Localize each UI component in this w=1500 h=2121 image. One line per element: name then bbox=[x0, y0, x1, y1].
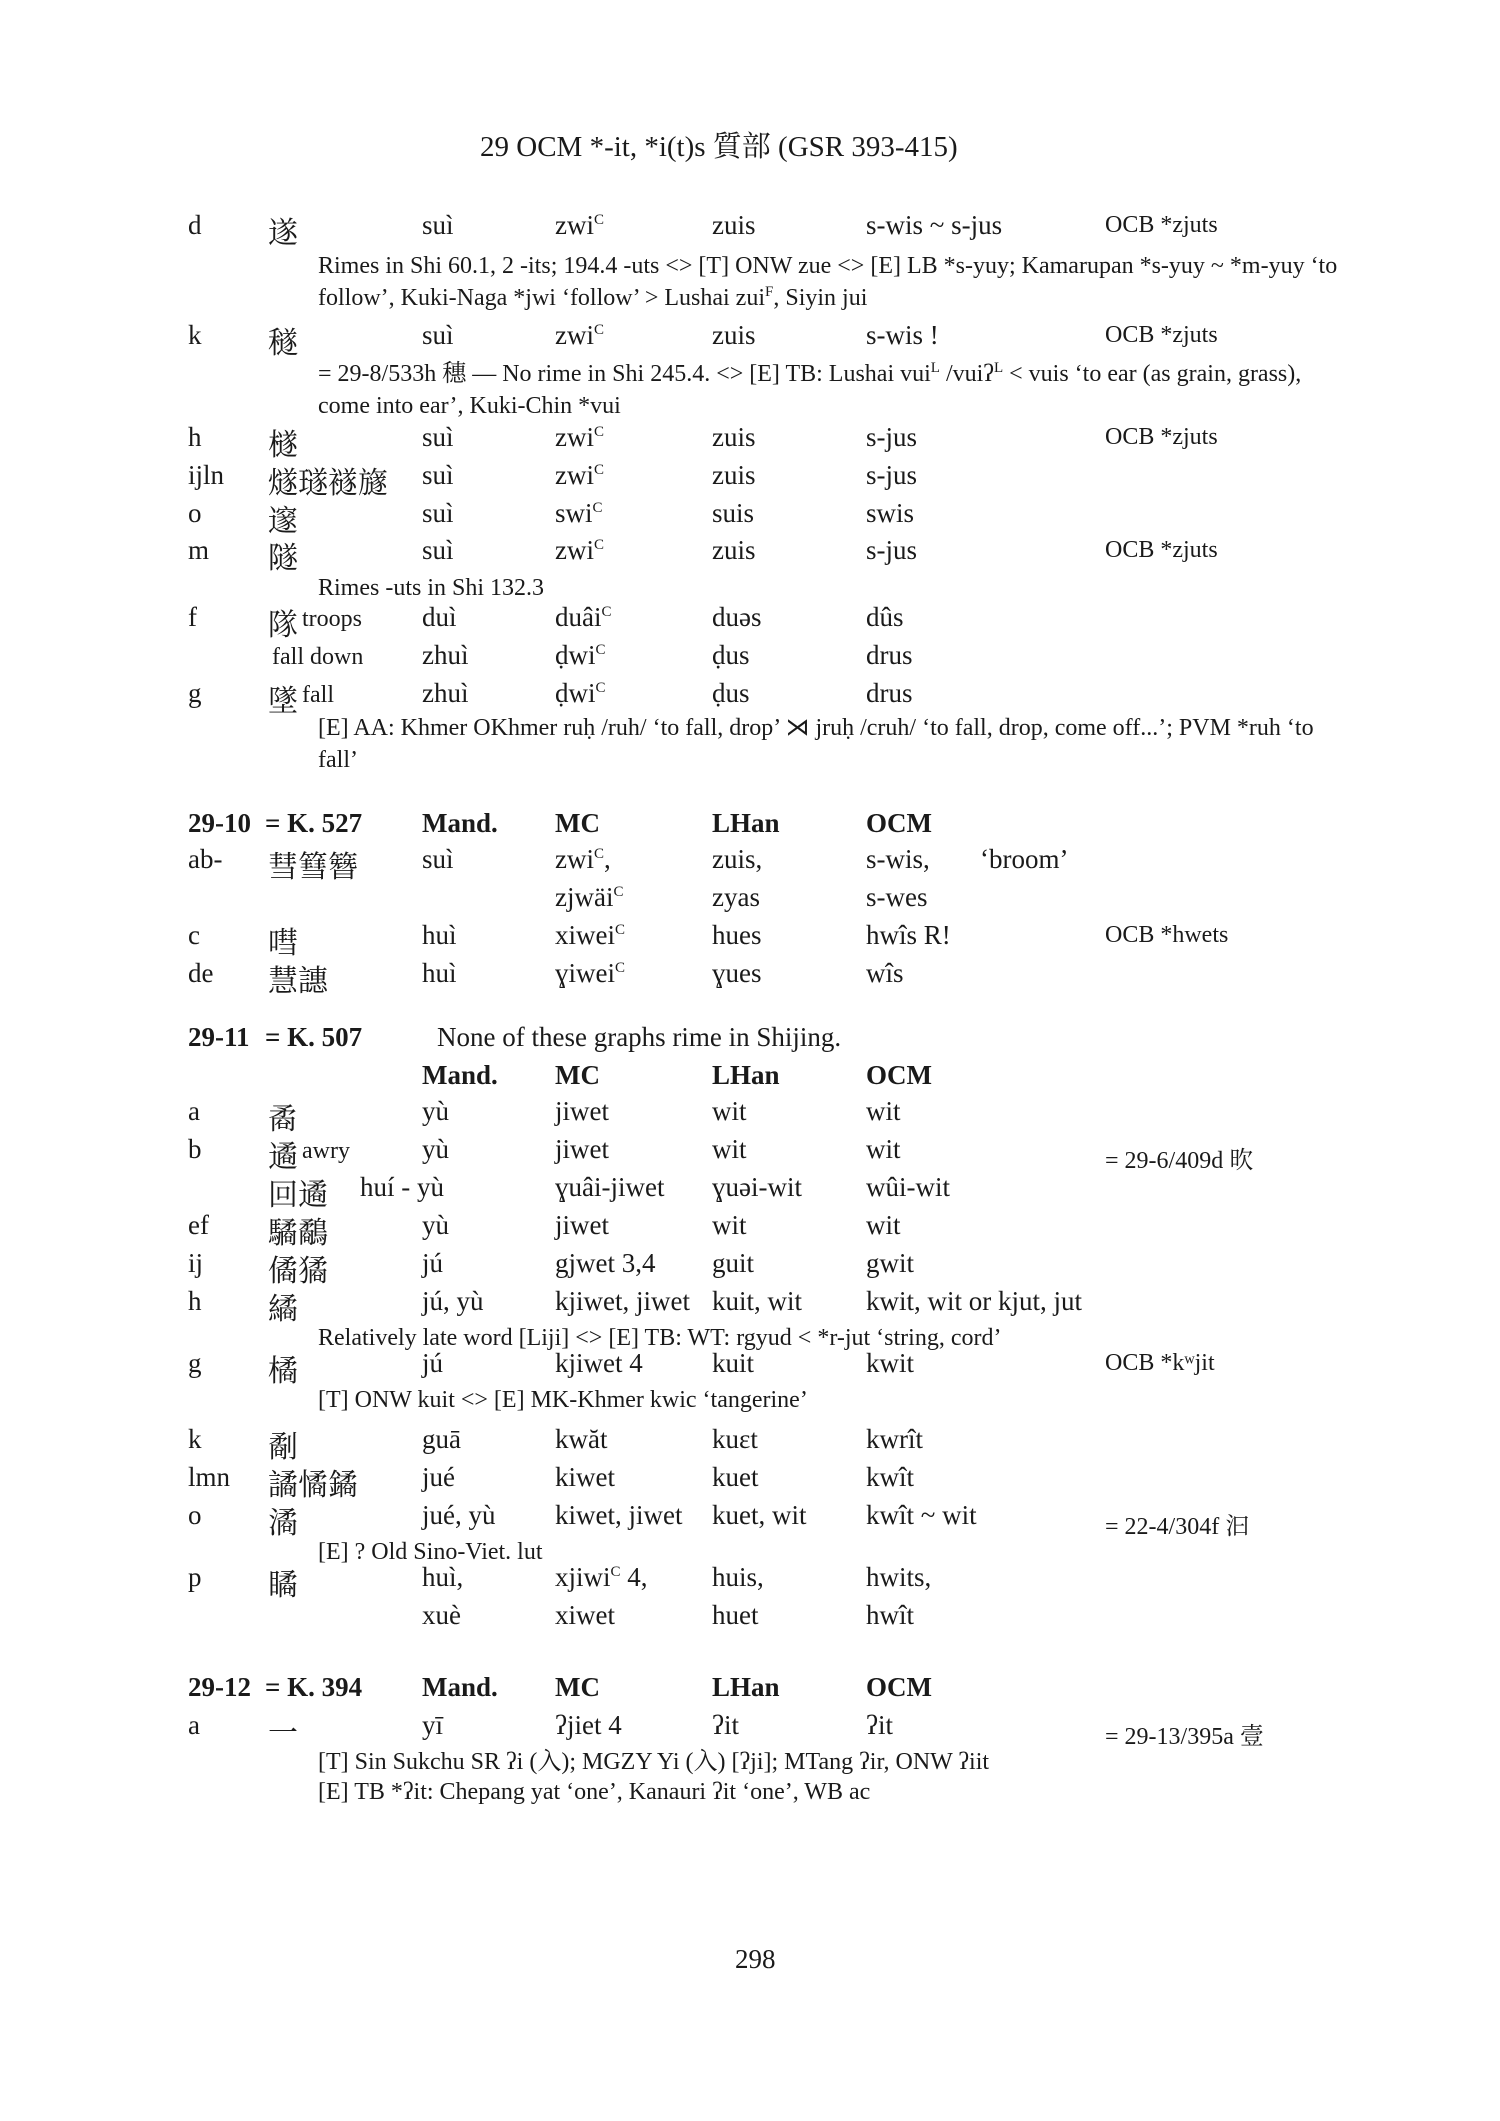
entry-graph: 橘 bbox=[268, 1354, 298, 1389]
entry-ocm: s-wis ~ s-jus bbox=[866, 210, 1003, 240]
entry-mc: jiwet bbox=[555, 1096, 609, 1126]
entry-graph: 僪獝 bbox=[268, 1254, 328, 1289]
entry-graph: 遹 bbox=[268, 1140, 298, 1175]
entry-ocm: s-wis ! bbox=[866, 320, 939, 350]
entry-extra: OCB *zjuts bbox=[1105, 537, 1218, 563]
entry-note: = 29-8/533h 穗 — No rime in Shi 245.4. <> [E] TB: Lushai vui$^L$ /vuiʔ$^L$ < vuis ‘to ear (as grain, grass), come into ear’, Kuki-Chin *vui bbox=[318, 360, 1302, 419]
entry-letter: o bbox=[188, 498, 202, 528]
entry-ocm: wit bbox=[866, 1210, 901, 1240]
entry-mandarin: yù bbox=[422, 1210, 449, 1240]
page-number: 298 bbox=[735, 1944, 776, 1974]
entry-note: [E] AA: Khmer OKhmer ruḥ /ruh/ ‘to fall, drop’ ⋊ jruḥ /cruh/ ‘to fall, drop, come off...’; PVM *ruh ‘to fall’ bbox=[318, 715, 1314, 773]
entry-letter: a bbox=[188, 1096, 200, 1126]
entry-lhan: duəs bbox=[712, 602, 762, 632]
entry-letter: ab- bbox=[188, 844, 223, 874]
entry-extra: = 22-4/304f 汩 bbox=[1105, 1514, 1250, 1540]
column-header: MC bbox=[555, 808, 600, 838]
entry-gloss: troops bbox=[302, 606, 362, 632]
entry-letter: f bbox=[188, 602, 197, 632]
entry-mandarin: xuè bbox=[422, 1600, 461, 1630]
entry-extra: OCB *hwets bbox=[1105, 922, 1229, 948]
entry-mc: xjiwi$^C$ 4, bbox=[555, 1562, 648, 1592]
entry-lhan: kuet, wit bbox=[712, 1500, 807, 1530]
entry-graph: 彗篲簪 bbox=[268, 850, 358, 885]
entry-lhan: huis, bbox=[712, 1562, 764, 1592]
entry-mandarin: suì bbox=[422, 320, 454, 350]
entry-lhan: zuis bbox=[712, 535, 756, 565]
entry-mc: zwi$^C$ bbox=[555, 422, 604, 452]
column-header: LHan bbox=[712, 1060, 780, 1090]
entry-letter: ij bbox=[188, 1248, 204, 1278]
entry-letter: p bbox=[188, 1562, 202, 1592]
entry-extra: = 29-6/409d 欥 bbox=[1105, 1148, 1254, 1174]
entry-graph: 驈鷸 bbox=[268, 1216, 328, 1251]
column-header: OCM bbox=[866, 1060, 932, 1090]
entry-ocm: s-jus bbox=[866, 460, 918, 490]
entry-mandarin: zhuì bbox=[422, 678, 469, 708]
entry-graph: 檖 bbox=[268, 428, 298, 463]
entry-ocm: kwrît bbox=[866, 1424, 923, 1454]
entry-graph: 劀 bbox=[268, 1430, 298, 1465]
section-id: 29-10 bbox=[188, 808, 251, 838]
entry-lhan: zuis bbox=[712, 210, 756, 240]
entry-letter: h bbox=[188, 422, 202, 452]
entry-graph: 隊 bbox=[268, 608, 298, 643]
entry-note: Relatively late word [Liji] <> [E] TB: WT: rgyud < *r-jut ‘string, cord’ bbox=[318, 1325, 1002, 1351]
entry-lhan: zuis bbox=[712, 460, 756, 490]
entry-lhan: wit bbox=[712, 1096, 747, 1126]
entry-ocm: drus bbox=[866, 678, 913, 708]
running-header: 29 OCM *-it, *i(t)s 質部 (GSR 393-415) bbox=[480, 131, 958, 163]
entry-lhan: ɣuəi-wit bbox=[712, 1172, 802, 1202]
entry-ocm: hwît bbox=[866, 1600, 915, 1630]
entry-mc: zwi$^C$ bbox=[555, 320, 604, 350]
entry-mandarin: suì bbox=[422, 460, 454, 490]
entry-lhan: ɣues bbox=[712, 958, 762, 988]
entry-ocm: wit bbox=[866, 1134, 901, 1164]
entry-mc: zwi$^C$ bbox=[555, 535, 604, 565]
entry-mc: kiwet bbox=[555, 1462, 615, 1492]
entry-letter: m bbox=[188, 535, 210, 565]
entry-lhan: wit bbox=[712, 1134, 747, 1164]
entry-extra: OCB *kʷjit bbox=[1105, 1350, 1215, 1376]
entry-gloss: fall bbox=[302, 682, 334, 708]
entry-graph: 遂 bbox=[268, 216, 298, 251]
entry-mc: zjwäi$^C$ bbox=[555, 882, 624, 912]
entry-lhan: wit bbox=[712, 1210, 747, 1240]
entry-note: Rimes -uts in Shi 132.3 bbox=[318, 575, 545, 601]
entry-letter: lmn bbox=[188, 1462, 231, 1492]
section-note: None of these graphs rime in Shijing. bbox=[437, 1022, 842, 1052]
column-header: MC bbox=[555, 1672, 600, 1702]
entry-mandarin: zhuì bbox=[422, 640, 469, 670]
column-header: Mand. bbox=[422, 1060, 498, 1090]
entry-mc: ɣiwei$^C$ bbox=[555, 958, 626, 988]
column-header: OCM bbox=[866, 808, 932, 838]
entry-mandarin: huì, bbox=[422, 1562, 464, 1592]
entry-lhan: huet bbox=[712, 1600, 759, 1630]
column-header: OCM bbox=[866, 1672, 932, 1702]
entry-mandarin: suì bbox=[422, 210, 454, 240]
section-id: 29-11 bbox=[188, 1022, 250, 1052]
entry-lhan: zuis bbox=[712, 320, 756, 350]
entry-lhan: zuis bbox=[712, 422, 756, 452]
entry-mc: ḍwi$^C$ bbox=[555, 678, 606, 708]
entry-letter: h bbox=[188, 1286, 202, 1316]
column-header: Mand. bbox=[422, 1672, 498, 1702]
entry-graph: 矞 bbox=[268, 1102, 298, 1137]
column-header: Mand. bbox=[422, 808, 498, 838]
entry-graph: 邃 bbox=[268, 504, 298, 539]
entry-mc: gjwet 3,4 bbox=[555, 1248, 656, 1278]
entry-ocm: kwît ~ wit bbox=[866, 1500, 977, 1530]
section-ref: = K. 527 bbox=[265, 808, 363, 838]
entry-mandarin: jú bbox=[422, 1248, 444, 1278]
entry-letter: k bbox=[188, 320, 202, 350]
entry-graph: 潏 bbox=[268, 1506, 298, 1541]
entry-mandarin: yī bbox=[422, 1710, 444, 1740]
entry-ocm: ʔit bbox=[866, 1710, 893, 1740]
entry-mandarin: jú bbox=[422, 1348, 444, 1378]
entry-extra: ‘broom’ bbox=[980, 844, 1069, 874]
section-ref: = K. 394 bbox=[265, 1672, 363, 1702]
entry-ocm: hwits, bbox=[866, 1562, 932, 1592]
entry-letter: c bbox=[188, 920, 200, 950]
entry-graph: 隧 bbox=[268, 541, 298, 576]
entry-letter: ef bbox=[188, 1210, 209, 1240]
entry-lhan: hues bbox=[712, 920, 762, 950]
entry-ocm: kwit, wit or kjut, jut bbox=[866, 1286, 1082, 1316]
entry-mc: jiwet bbox=[555, 1134, 609, 1164]
entry-mc: swi$^C$ bbox=[555, 498, 603, 528]
entry-ocm: dûs bbox=[866, 602, 904, 632]
entry-mc: jiwet bbox=[555, 1210, 609, 1240]
entry-mc: xiwei$^C$ bbox=[555, 920, 626, 950]
entry-extra: OCB *zjuts bbox=[1105, 424, 1218, 450]
entry-mc: duâi$^C$ bbox=[555, 602, 612, 632]
entry-ocm: gwit bbox=[866, 1248, 915, 1278]
entry-note: [E] TB *ʔit: Chepang yat ‘one’, Kanauri ʔit ‘one’, WB ac bbox=[318, 1779, 871, 1805]
entry-mandarin: duì bbox=[422, 602, 457, 632]
entry-extra: = 29-13/395a 壹 bbox=[1105, 1724, 1264, 1750]
entry-graph: 繘 bbox=[268, 1292, 298, 1327]
entry-note: [T] Sin Sukchu SR ʔi (入); MGZY Yi (入) [ʔji]; MTang ʔir, ONW ʔiit bbox=[318, 1749, 990, 1775]
entry-note: [E] ? Old Sino-Viet. lut bbox=[318, 1539, 543, 1565]
entry-letter: ijln bbox=[188, 460, 225, 490]
entry-mc: kiwet, jiwet bbox=[555, 1500, 683, 1530]
entry-lhan: ḍus bbox=[712, 678, 750, 708]
entry-lhan: ʔit bbox=[712, 1710, 739, 1740]
entry-letter: de bbox=[188, 958, 214, 988]
entry-graph: 穟 bbox=[268, 326, 298, 361]
entry-mandarin: suì bbox=[422, 422, 454, 452]
entry-mandarin: suì bbox=[422, 498, 454, 528]
entry-ocm: swis bbox=[866, 498, 915, 528]
entry-graph: 墜 bbox=[268, 684, 298, 719]
entry-mandarin: suì bbox=[422, 535, 454, 565]
entry-ocm: hwîs R! bbox=[866, 920, 951, 950]
entry-extra: OCB *zjuts bbox=[1105, 322, 1218, 348]
entry-gloss: awry bbox=[302, 1138, 350, 1164]
entry-graph: 瞲 bbox=[268, 1568, 298, 1603]
entry-lhan: ḍus bbox=[712, 640, 750, 670]
entry-lhan: guit bbox=[712, 1248, 755, 1278]
entry-ocm: kwit bbox=[866, 1348, 915, 1378]
entry-graph: 譎憰鐍 bbox=[268, 1468, 358, 1503]
entry-mc: kjiwet, jiwet bbox=[555, 1286, 690, 1316]
entry-mandarin: jué, yù bbox=[422, 1500, 496, 1530]
entry-ocm: wîs bbox=[866, 958, 904, 988]
entry-ocm: wit bbox=[866, 1096, 901, 1126]
entry-letter: g bbox=[188, 1348, 202, 1378]
entry-lhan: kuɛt bbox=[712, 1424, 758, 1454]
entry-note: Rimes in Shi 60.1, 2 -its; 194.4 -uts <> [T] ONW zue <> [E] LB *s-yuy; Kamarupan *s-yuy ~ *m-yuy ‘to follow’, Kuki-Naga *jwi ‘follow’ > Lushai zui$^F$, Siyin jui bbox=[318, 253, 1338, 311]
entry-letter: b bbox=[188, 1134, 202, 1164]
entry-gloss: huí - yù bbox=[360, 1172, 444, 1202]
entry-graph: 回遹 bbox=[268, 1178, 328, 1213]
entry-ocm: wûi-wit bbox=[866, 1172, 950, 1202]
entry-lhan: suis bbox=[712, 498, 755, 528]
entry-mc: zwi$^C$, bbox=[555, 844, 611, 874]
entry-mandarin: suì bbox=[422, 844, 454, 874]
entry-mandarin: guā bbox=[422, 1424, 461, 1454]
entry-letter: k bbox=[188, 1424, 202, 1454]
entry-note: [T] ONW kuit <> [E] MK-Khmer kwic ‘tangerine’ bbox=[318, 1387, 808, 1413]
column-header: LHan bbox=[712, 808, 780, 838]
entry-mandarin: huì bbox=[422, 920, 457, 950]
entry-gloss: fall down bbox=[272, 644, 364, 670]
entry-graph: 一 bbox=[268, 1716, 298, 1751]
entry-mc: ɣuâi-jiwet bbox=[555, 1172, 665, 1202]
entry-mc: xiwet bbox=[555, 1600, 615, 1630]
entry-mc: ʔjiet 4 bbox=[555, 1710, 622, 1740]
entry-letter: g bbox=[188, 678, 202, 708]
entry-lhan: zyas bbox=[712, 882, 760, 912]
entry-mc: kjiwet 4 bbox=[555, 1348, 643, 1378]
entry-mandarin: jué bbox=[422, 1462, 455, 1492]
entry-graph: 燧璲襚旞 bbox=[268, 466, 388, 501]
entry-lhan: kuit bbox=[712, 1348, 755, 1378]
entry-mc: kwăt bbox=[555, 1424, 608, 1454]
column-header: MC bbox=[555, 1060, 600, 1090]
entry-lhan: zuis, bbox=[712, 844, 763, 874]
entry-letter: d bbox=[188, 210, 202, 240]
entry-lhan: kuet bbox=[712, 1462, 759, 1492]
entry-ocm: s-wis, bbox=[866, 844, 930, 874]
entry-ocm: s-wes bbox=[866, 882, 928, 912]
section-id: 29-12 bbox=[188, 1672, 251, 1702]
entry-ocm: kwît bbox=[866, 1462, 915, 1492]
entry-mc: zwi$^C$ bbox=[555, 460, 604, 490]
entry-mandarin: yù bbox=[422, 1134, 449, 1164]
section-ref: = K. 507 bbox=[265, 1022, 363, 1052]
entry-letter: a bbox=[188, 1710, 200, 1740]
entry-mc: zwi$^C$ bbox=[555, 210, 604, 240]
entry-ocm: s-jus bbox=[866, 535, 918, 565]
entry-graph: 嘒 bbox=[268, 926, 298, 961]
entry-mandarin: huì bbox=[422, 958, 457, 988]
entry-letter: o bbox=[188, 1500, 202, 1530]
entry-ocm: drus bbox=[866, 640, 913, 670]
entry-ocm: s-jus bbox=[866, 422, 918, 452]
entry-mandarin: jú, yù bbox=[422, 1286, 484, 1316]
entry-lhan: kuit, wit bbox=[712, 1286, 803, 1316]
column-header: LHan bbox=[712, 1672, 780, 1702]
entry-graph: 慧譓 bbox=[268, 964, 328, 999]
entry-extra: OCB *zjuts bbox=[1105, 212, 1218, 238]
entry-mandarin: yù bbox=[422, 1096, 449, 1126]
entry-mc: ḍwi$^C$ bbox=[555, 640, 606, 670]
